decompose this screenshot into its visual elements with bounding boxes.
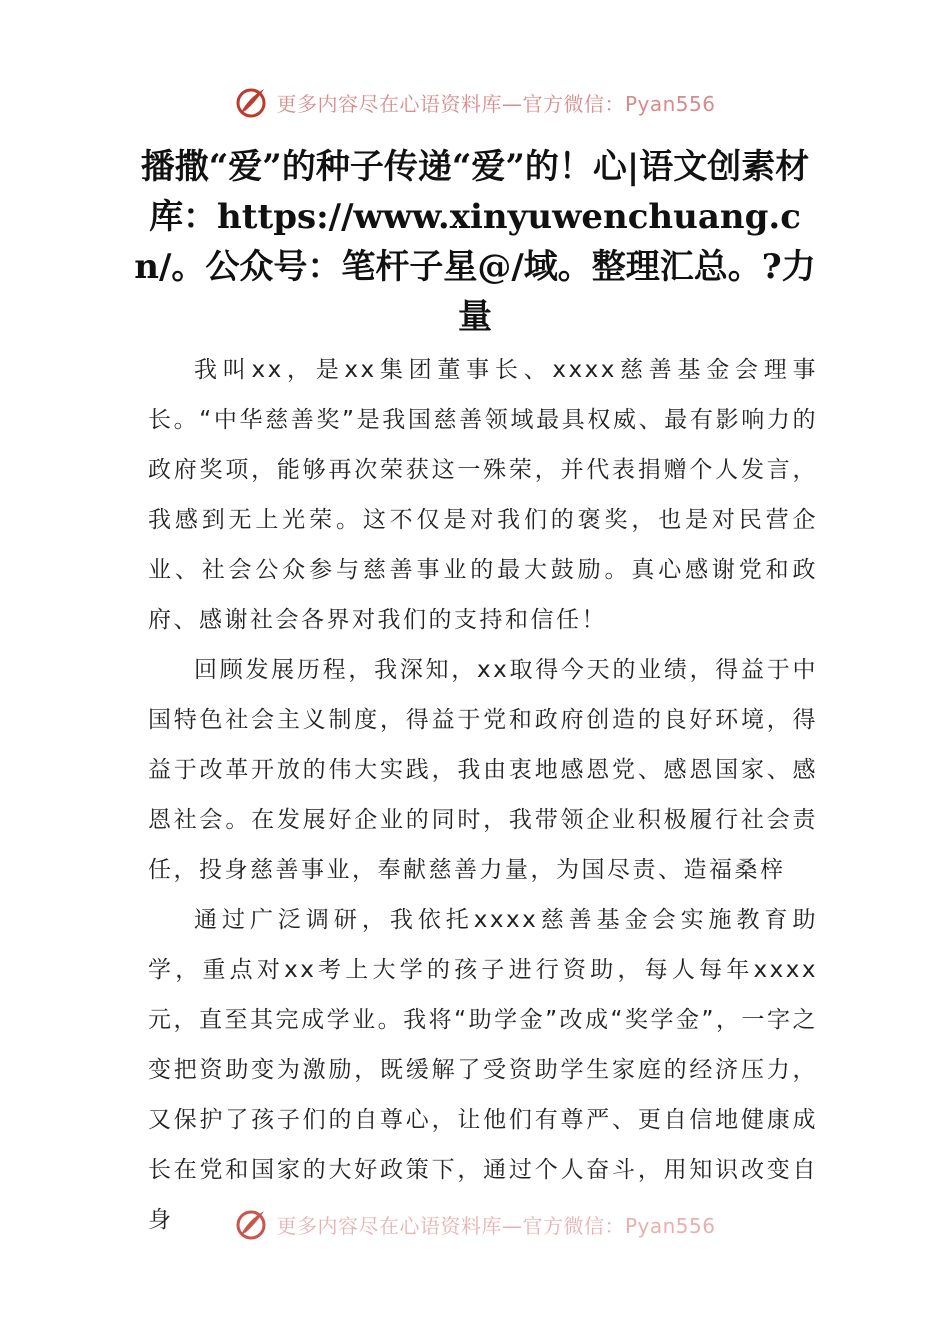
banner-text: 更多内容尽在心语资料库—官方微信：Pyan556	[276, 91, 716, 116]
footer-banner-text: 更多内容尽在心语资料库—官方微信：Pyan556	[276, 1213, 716, 1238]
paragraph: 我叫xx，是xx集团董事长、xxxx慈善基金会理事长。“中华慈善奖”是我国慈善领域最具权威、最有影响力的政府奖项，能够再次荣获这一殊荣，并代表捐赠个人发言，我感到无上光荣。这不仅是对我们的褒奖，也是对民营企业、社会公众参与慈善事业的最大鼓励。真心感谢党和政府、感谢社会各界对我们的支持和信任！	[148, 357, 818, 633]
quill-logo-icon	[234, 1207, 268, 1241]
footer-banner	[0, 1204, 950, 1244]
document-body	[148, 345, 818, 1245]
header-banner	[0, 82, 950, 122]
document-title: 播撒“爱”的种子传递“爱”的！心|语文创素材库：https://www.xinyuwenchuang.cn/。公众号：笔杆子星@/域。整理汇总。?力量	[134, 147, 816, 337]
quill-logo-icon	[234, 85, 268, 119]
paragraph: 回顾发展历程，我深知，xx取得今天的业绩，得益于中国特色社会主义制度，得益于党和政府创造的良好环境，得益于改革开放的伟大实践，我由衷地感恩党、感恩国家、感恩社会。在发展好企业的同时，我带领企业积极履行社会责任，投身慈善事业，奉献慈善力量，为国尽责、造福桑梓	[148, 657, 818, 883]
paragraph: 通过广泛调研，我依托xxxx慈善基金会实施教育助学，重点对xx考上大学的孩子进行资助，每人每年xxxx元，直至其完成学业。我将“助学金”改成“奖学金”，一字之变把资助变为激励，既缓解了受资助学生家庭的经济压力，又保护了孩子们的自尊心，让他们有尊严、更自信地健康成长在党和国家的大好政策下，通过个人奋斗，用知识改变自身	[148, 907, 818, 1233]
